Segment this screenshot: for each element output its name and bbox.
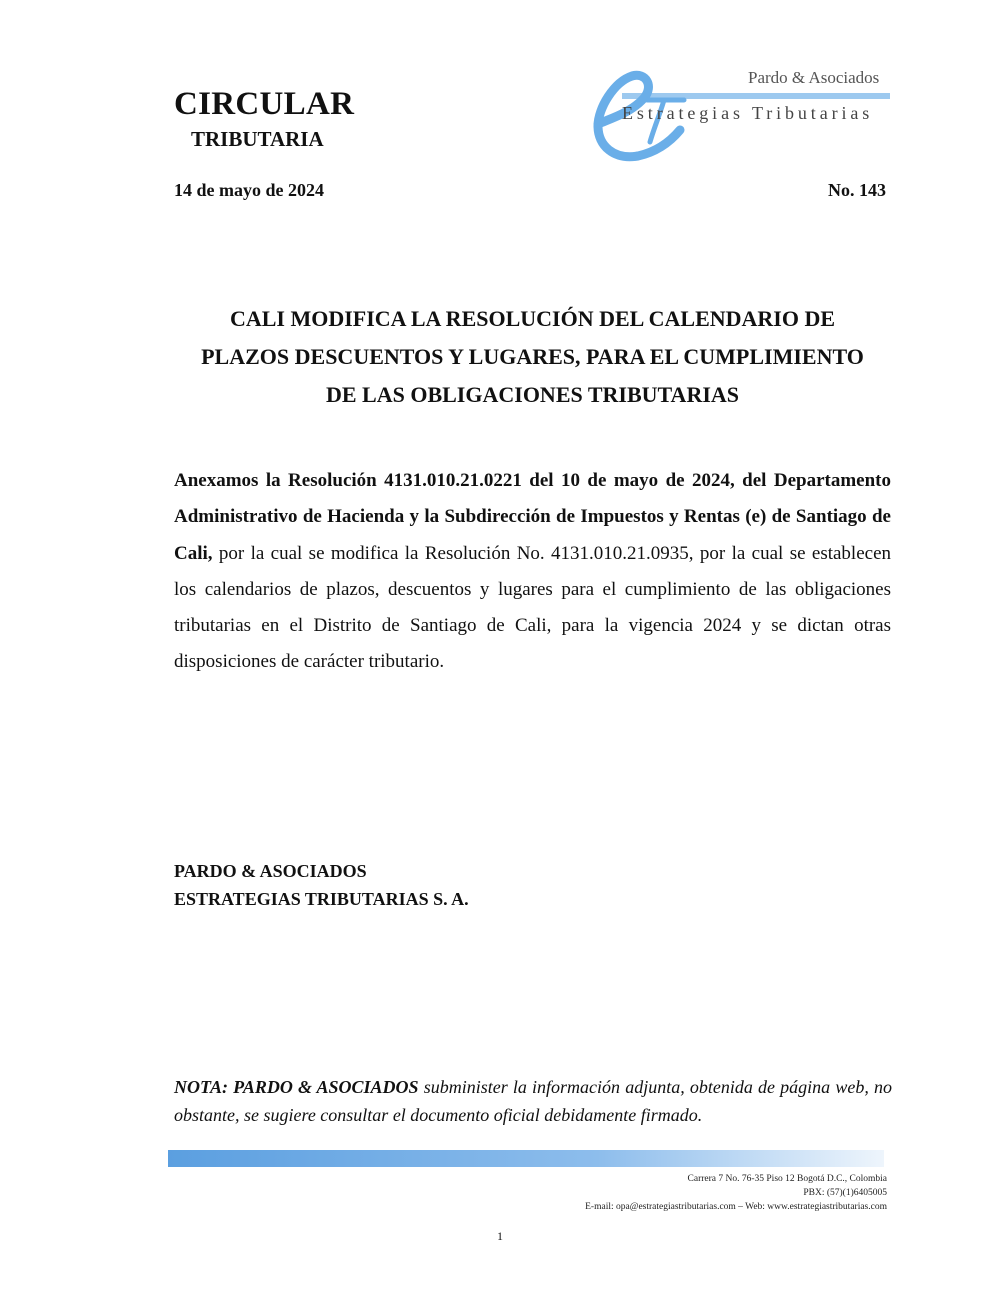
signature-firm: PARDO & ASOCIADOS: [174, 861, 367, 881]
company-logo: [592, 62, 902, 162]
circular-date: 14 de mayo de 2024: [174, 180, 324, 200]
page-number: 1: [497, 1229, 503, 1243]
footer-contact: [585, 1172, 887, 1214]
footer-address: Carrera 7 No. 76-35 Piso 12 Bogotá D.C., Colombia: [687, 1174, 887, 1184]
footer-email-web: E-mail: opa@estrategiastributarias.com – Web: www.estrategiastributarias.com: [585, 1202, 887, 1212]
headline-line-2: PLAZOS DESCUENTOS Y LUGARES, PARA EL CUMPLIMIENTO: [201, 344, 864, 369]
logo-tagline: Estrategias Tributarias: [622, 103, 874, 123]
note-text: subminister la información adjunta, obtenida de página web, no obstante, se sugiere consultar el documento oficial debidamente firmado.: [174, 1077, 893, 1125]
headline-line-3: DE LAS OBLIGACIONES TRIBUTARIAS: [325, 382, 740, 407]
footer-phone: PBX: (57)(1)6405005: [803, 1188, 887, 1198]
body-paragraph: [174, 463, 891, 681]
disclaimer-note: [174, 1073, 892, 1129]
body-regular-text: por la cual se modifica la Resolución No. 4131.010.21.0935, por la cual se establecen los calendarios de plazos, descuentos y lugares para el cumplimiento de las obligaciones tributarias en el Distrito de Santiago de Cali, para la vigencia 2024 y se dictan otras disposiciones de carácter tributario.: [174, 542, 891, 673]
circular-headline: [160, 300, 905, 414]
headline-line-1: CALI MODIFICA LA RESOLUCIÓN DEL CALENDARIO DE: [229, 306, 836, 331]
signature-company: ESTRATEGIAS TRIBUTARIAS S. A.: [174, 889, 469, 909]
note-label: NOTA: PARDO & ASOCIADOS: [174, 1077, 419, 1097]
logo-firm-name: Pardo & Asociados: [748, 68, 880, 87]
circular-number: No. 143: [828, 180, 886, 200]
document-type-title: CIRCULAR: [174, 86, 355, 122]
footer-bar: [168, 1150, 884, 1167]
document-type-subtitle: TRIBUTARIA: [191, 127, 324, 151]
signature-block: [174, 857, 469, 913]
body-bold-text: Anexamos la Resolución 4131.010.21.0221 del 10 de mayo de 2024, del Departamento Administrativo de Hacienda y la Subdirección de Impuestos y Rentas (e) de Santiago de Cali,: [174, 470, 891, 564]
